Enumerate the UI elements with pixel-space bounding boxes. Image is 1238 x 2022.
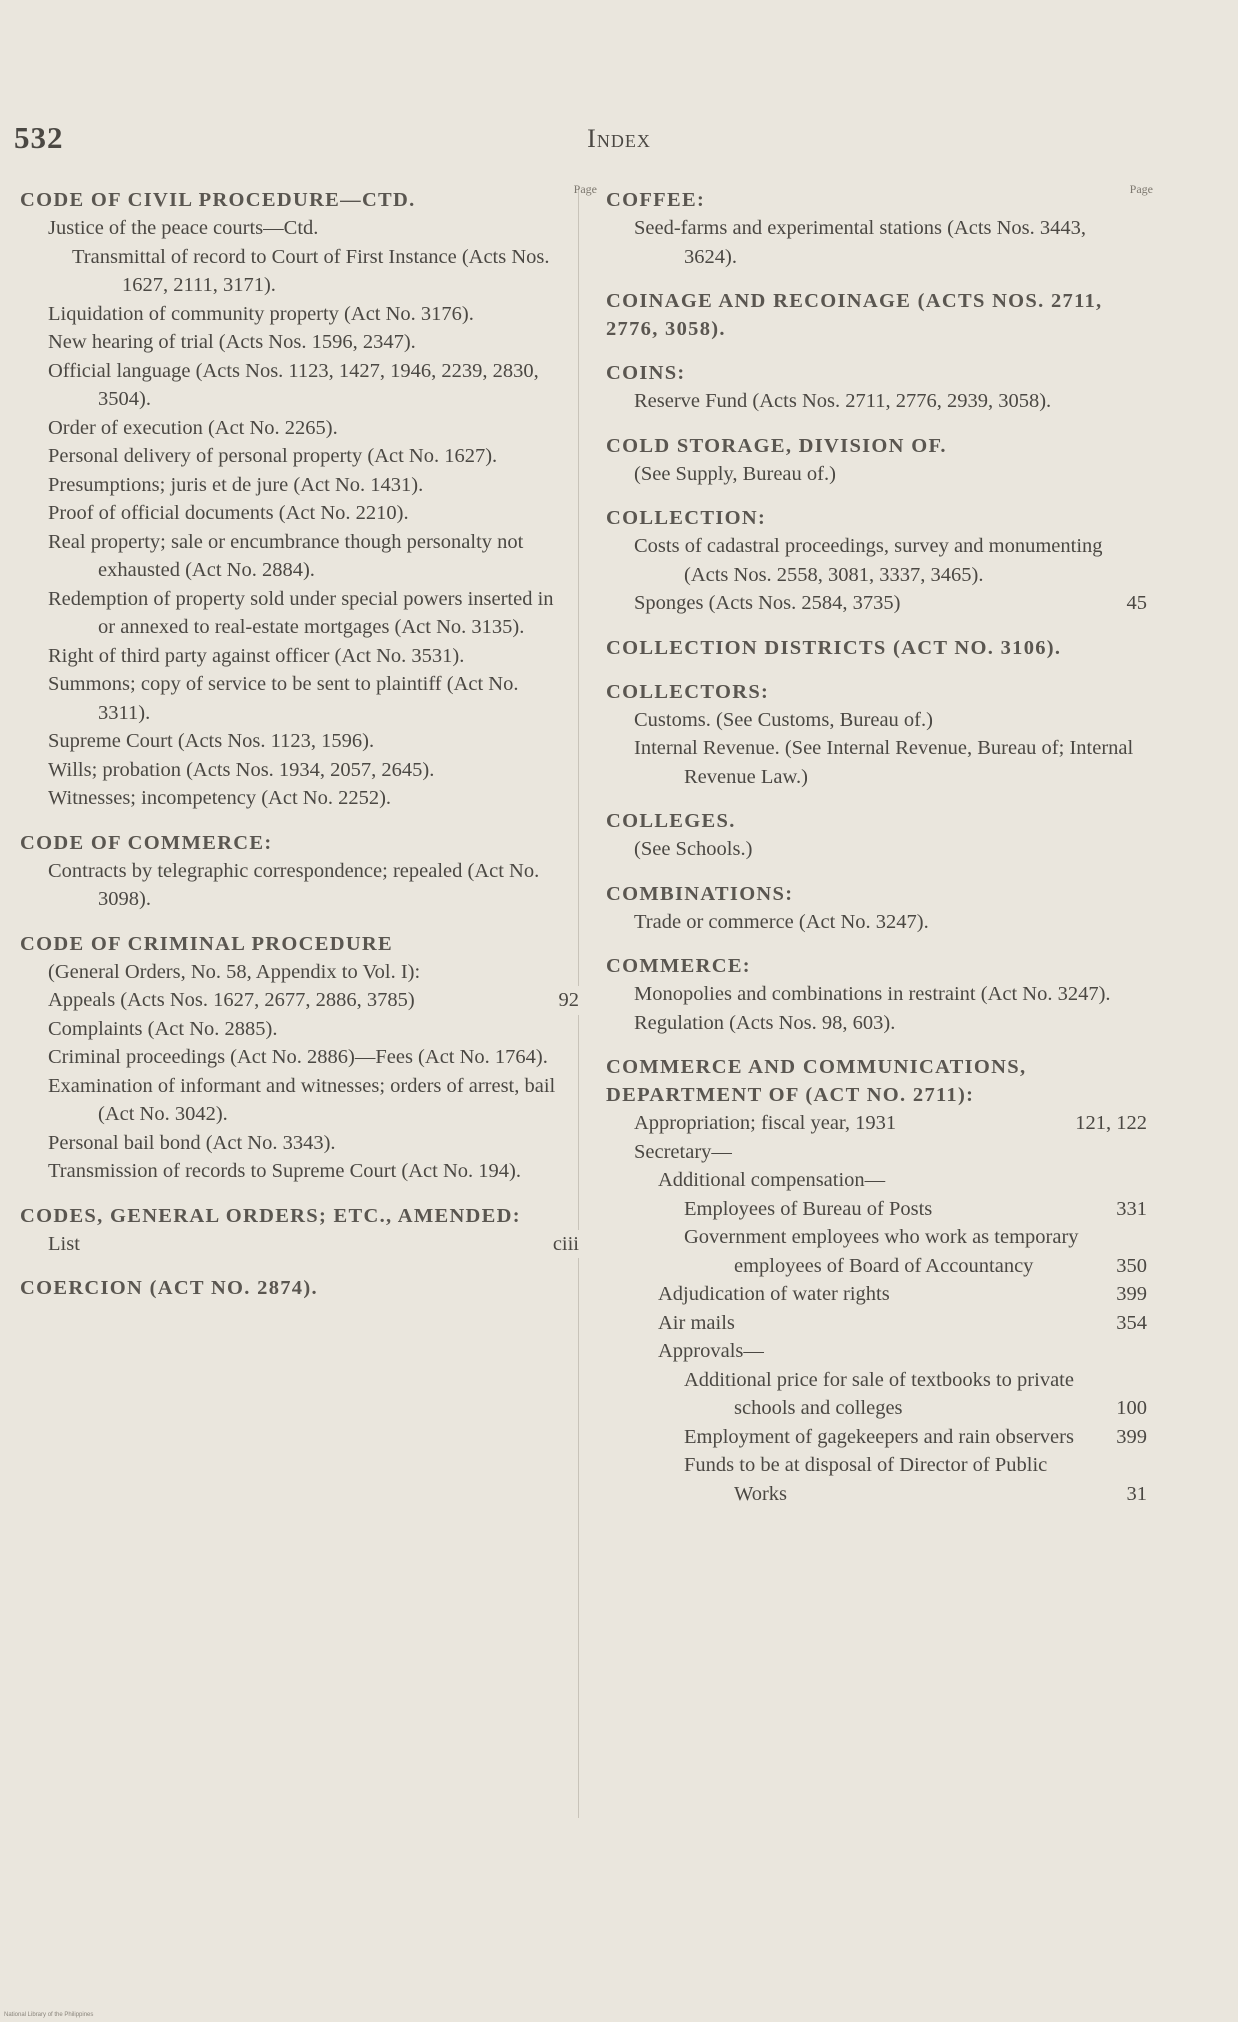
entry-text: Witnesses; incompetency (Act No. 2252).	[48, 787, 392, 809]
index-heading	[606, 634, 1139, 662]
entry-text: COLLECTION:	[606, 507, 767, 529]
index-entry	[20, 857, 561, 914]
index-entry	[20, 499, 561, 528]
index-heading	[20, 930, 561, 958]
library-footer: National Library of the Philippines	[4, 2012, 94, 2018]
entry-text: Transmittal of record to Court of First Instance (Acts Nos. 1627, 2111, 3171).	[72, 245, 550, 296]
index-entry	[20, 528, 561, 585]
index-entry	[20, 1157, 561, 1186]
index-entry	[20, 958, 561, 987]
index-entry	[606, 1309, 1147, 1338]
index-column-left	[20, 182, 597, 1302]
page-reference: 399	[1110, 1423, 1147, 1452]
index-entry	[20, 414, 561, 443]
page-reference: ciii	[547, 1230, 579, 1259]
index-entry	[20, 585, 561, 642]
page-reference: 100	[1110, 1394, 1147, 1423]
entry-text: Wills; probation (Acts Nos. 1934, 2057, 2645).	[48, 758, 435, 781]
index-entry	[606, 908, 1139, 937]
entry-text: COLLECTORS:	[606, 680, 770, 703]
entry-text: (General Orders, No. 58, Appendix to Vol. I):	[48, 960, 421, 983]
entry-text: Right of third party against officer (Act No. 3531).	[48, 644, 465, 667]
index-heading	[606, 287, 1139, 343]
index-heading	[606, 678, 1139, 706]
index-entry	[606, 532, 1139, 589]
entry-text: Internal Revenue. (See Internal Revenue, Bureau of; Internal Revenue Law.)	[634, 737, 1134, 788]
index-entry	[20, 1015, 561, 1044]
entry-text: Employment of gagekeepers and rain observers	[684, 1425, 1074, 1448]
page-label-right: Page	[1129, 182, 1153, 196]
entry-text: Seed-farms and experimental stations (Acts Nos. 3443, 3624).	[634, 217, 1087, 268]
page-header	[0, 120, 1238, 160]
entry-text: CODE OF COMMERCE:	[20, 831, 273, 854]
entry-text: New hearing of trial (Acts Nos. 1596, 2347).	[48, 331, 416, 353]
entry-text: COFFEE:	[606, 189, 706, 211]
index-entry	[606, 1109, 1147, 1138]
index-entry	[20, 1230, 579, 1259]
entry-text: CODE OF CRIMINAL PROCEDURE	[20, 932, 394, 955]
entry-text: Secretary—	[634, 1140, 732, 1163]
index-entry	[606, 387, 1139, 416]
entry-text: Trade or commerce (Act No. 3247).	[634, 910, 929, 933]
index-entry	[20, 214, 561, 243]
index-entry	[20, 1129, 561, 1158]
entry-text: Employees of Bureau of Posts	[684, 1197, 933, 1220]
index-heading	[606, 807, 1139, 835]
entry-text: COLLEGES.	[606, 810, 736, 832]
entry-text: Approvals—	[658, 1340, 764, 1362]
page-reference: 45	[1121, 589, 1148, 618]
entry-text: Customs. (See Customs, Bureau of.)	[634, 708, 933, 731]
entry-text: Official language (Acts Nos. 1123, 1427, 1946, 2239, 2830, 3504).	[48, 359, 539, 410]
index-entry	[606, 214, 1139, 271]
index-entry	[606, 734, 1139, 791]
entry-text: COINS:	[606, 362, 686, 384]
index-entry	[606, 1280, 1147, 1309]
entry-text: Real property; sale or encumbrance though personalty not exhausted (Act No. 2884).	[48, 530, 524, 581]
index-column-right	[606, 182, 1153, 1508]
index-heading	[20, 829, 561, 857]
entry-text: COINAGE AND RECOINAGE (ACTS NOS. 2711, 2776, 3058).	[606, 290, 1103, 340]
index-entry	[20, 756, 561, 785]
index-entry	[20, 670, 561, 727]
entry-text: Summons; copy of service to be sent to plaintiff (Act No. 3311).	[48, 673, 519, 724]
index-entry	[606, 1166, 1139, 1195]
entry-text: Presumptions; juris et de jure (Act No. 1431).	[48, 473, 424, 496]
index-heading	[606, 880, 1139, 908]
page-reference: 92	[553, 986, 580, 1015]
entry-text: (See Schools.)	[634, 838, 753, 860]
entry-text: Criminal proceedings (Act No. 2886)—Fees (Act No. 1764).	[48, 1046, 548, 1068]
index-heading	[20, 1202, 561, 1230]
entry-text: COLLECTION DISTRICTS (ACT NO. 3106).	[606, 636, 1062, 659]
index-entry	[20, 784, 561, 813]
entry-text: Appropriation; fiscal year, 1931	[634, 1112, 897, 1134]
index-entry	[20, 328, 561, 357]
entry-text: Personal bail bond (Act No. 3343).	[48, 1131, 336, 1154]
entry-text: Complaints (Act No. 2885).	[48, 1017, 278, 1040]
page-reference: 399	[1110, 1280, 1147, 1309]
index-entry	[20, 471, 561, 500]
entry-text: Sponges (Acts Nos. 2584, 3735)	[634, 592, 901, 614]
index-heading	[20, 186, 561, 214]
index-entry	[20, 243, 561, 300]
index-entry	[606, 1138, 1139, 1167]
index-heading	[606, 1053, 1139, 1109]
page-reference: 354	[1110, 1309, 1147, 1338]
entry-text: Reserve Fund (Acts Nos. 2711, 2776, 2939, 3058).	[634, 390, 1052, 412]
index-entry	[20, 357, 561, 414]
index-entry	[606, 835, 1139, 864]
index-entry	[20, 1043, 561, 1072]
index-entry	[606, 1337, 1139, 1366]
entry-text: Supreme Court (Acts Nos. 1123, 1596).	[48, 730, 375, 752]
entry-text: Contracts by telegraphic correspondence; repealed (Act No. 3098).	[48, 859, 540, 910]
entry-text: CODES, GENERAL ORDERS; ETC., AMENDED:	[20, 1204, 521, 1227]
entry-text: Transmission of records to Supreme Court (Act No. 194).	[48, 1160, 521, 1182]
entry-text: (See Supply, Bureau of.)	[634, 462, 836, 485]
entry-text: Examination of informant and witnesses; orders of arrest, bail (Act No. 3042).	[48, 1074, 556, 1125]
page-number: 532	[14, 120, 64, 155]
index-entry	[606, 460, 1139, 489]
entry-text: List	[48, 1232, 80, 1255]
index-heading	[606, 504, 1139, 532]
index-entry	[20, 442, 561, 471]
entry-text: COLD STORAGE, DIVISION OF.	[606, 434, 947, 457]
index-entry	[606, 1366, 1147, 1423]
entry-text: CODE OF CIVIL PROCEDURE—CTD.	[20, 189, 416, 211]
entry-text: Proof of official documents (Act No. 2210).	[48, 502, 409, 524]
entry-text: Justice of the peace courts—Ctd.	[48, 217, 319, 239]
entry-text: COMBINATIONS:	[606, 882, 794, 905]
index-entry	[606, 706, 1139, 735]
entry-text: Redemption of property sold under special powers inserted in or annexed to real-estate mortgages (Act No. 3135).	[48, 587, 554, 638]
index-entry	[606, 1223, 1147, 1280]
entry-text: COMMERCE:	[606, 955, 751, 977]
entry-text: COERCION (ACT NO. 2874).	[20, 1277, 318, 1299]
index-entry	[606, 1423, 1147, 1452]
page-reference: 350	[1110, 1252, 1147, 1281]
index-heading	[20, 1274, 561, 1302]
index-entry	[20, 727, 561, 756]
entry-text: Liquidation of community property (Act No. 3176).	[48, 302, 474, 325]
entry-text: Regulation (Acts Nos. 98, 603).	[634, 1011, 896, 1034]
entry-text: Costs of cadastral proceedings, survey and monumenting (Acts Nos. 2558, 3081, 3337, 3465).	[634, 535, 1103, 586]
index-entry	[606, 1195, 1147, 1224]
entry-text: Adjudication of water rights	[658, 1283, 890, 1305]
index-heading	[606, 952, 1139, 980]
entry-text: Additional price for sale of textbooks to private schools and colleges	[684, 1368, 1074, 1419]
entry-text: Appeals (Acts Nos. 1627, 2677, 2886, 3785)	[48, 989, 415, 1011]
entry-text: Funds to be at disposal of Director of Public Works	[684, 1454, 1048, 1505]
entry-text: Air mails	[658, 1311, 735, 1334]
page-reference: 121, 122	[1069, 1109, 1147, 1138]
entry-text: Additional compensation—	[658, 1169, 886, 1191]
index-entry	[606, 1009, 1139, 1038]
index-entry	[20, 642, 561, 671]
entry-text: Order of execution (Act No. 2265).	[48, 416, 338, 439]
page-label-left: Page	[573, 182, 597, 196]
index-entry	[606, 980, 1139, 1009]
index-entry	[20, 1072, 561, 1129]
entry-text: Personal delivery of personal property (Act No. 1627).	[48, 445, 498, 467]
index-entry	[606, 1451, 1147, 1508]
index-entry	[20, 986, 579, 1015]
index-entry	[606, 589, 1147, 618]
entry-text: Government employees who work as temporary employees of Board of Accountancy	[684, 1226, 1079, 1277]
page-reference: 331	[1110, 1195, 1147, 1224]
index-heading	[606, 186, 1139, 214]
index-heading	[606, 432, 1139, 460]
index-entry	[20, 300, 561, 329]
index-heading	[606, 359, 1139, 387]
running-head: Index	[587, 124, 651, 153]
entry-text: Monopolies and combinations in restraint (Act No. 3247).	[634, 983, 1111, 1005]
page-reference: 31	[1121, 1480, 1148, 1509]
entry-text: COMMERCE AND COMMUNICATIONS, DEPARTMENT OF (ACT NO. 2711):	[606, 1056, 1027, 1106]
